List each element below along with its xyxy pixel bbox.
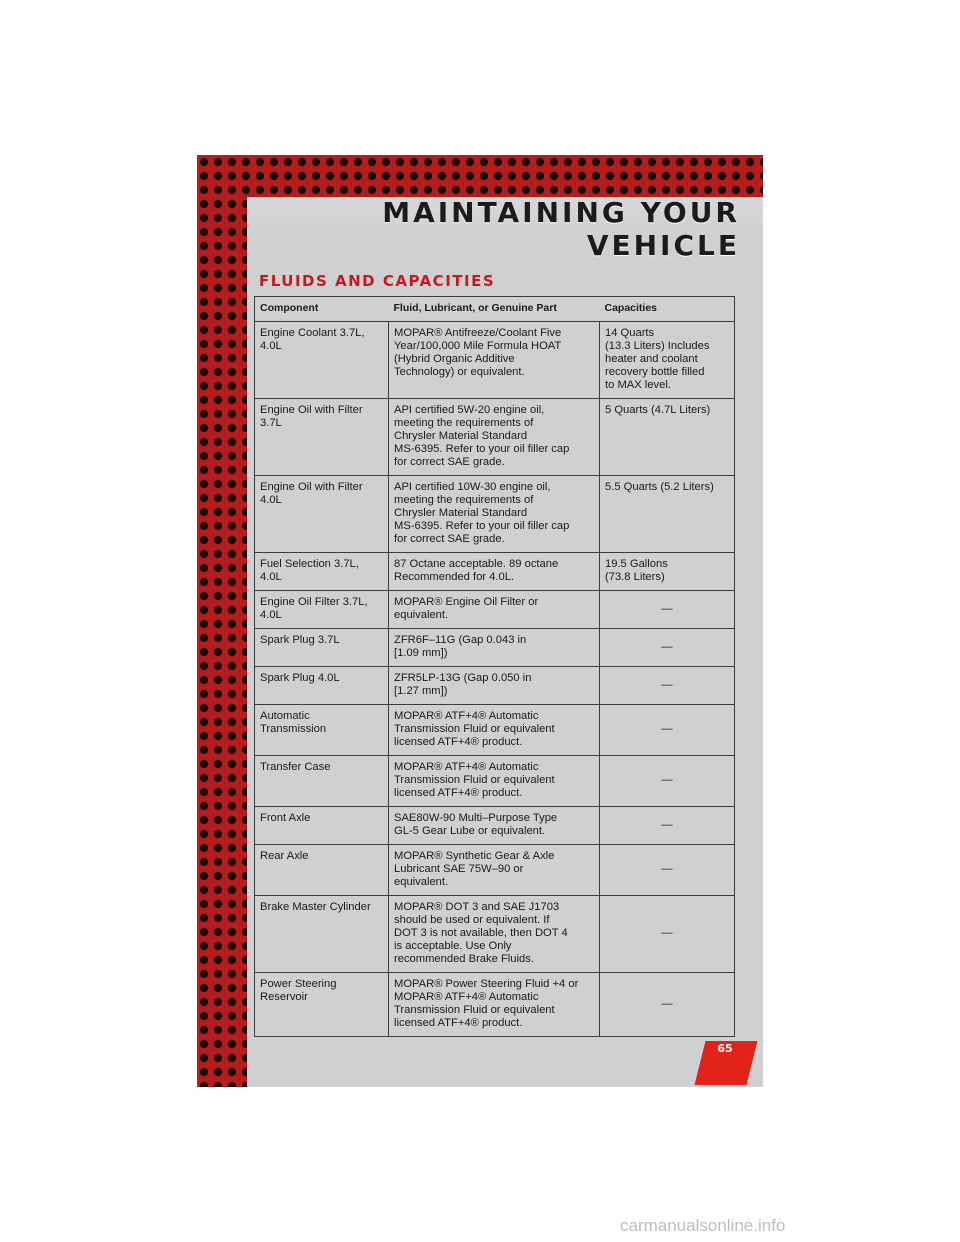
cell-capacity: — — [600, 667, 735, 705]
watermark: carmanualsonline.info — [620, 1216, 786, 1235]
cell-capacity: — — [600, 629, 735, 667]
cell-fluid: ZFR5LP-13G (Gap 0.050 in [1.27 mm]) — [389, 667, 600, 705]
cell-fluid: ZFR6F–11G (Gap 0.043 in [1.09 mm]) — [389, 629, 600, 667]
cell-fluid: 87 Octane acceptable. 89 octane Recommended for 4.0L. — [389, 553, 600, 591]
cell-capacity: — — [600, 845, 735, 896]
cell-component: Fuel Selection 3.7L, 4.0L — [255, 553, 389, 591]
cell-fluid: MOPAR® Power Steering Fluid +4 or MOPAR® ATF+4® Automatic Transmission Fluid or equivalent licensed ATF+4® product. — [389, 973, 600, 1037]
cell-capacity: 5.5 Quarts (5.2 Liters) — [600, 476, 735, 553]
cell-fluid: API certified 10W-30 engine oil, meeting the requirements of Chrysler Material Standard MS-6395. Refer to your oil filler cap for correct SAE grade. — [389, 476, 600, 553]
cell-component: Engine Oil with Filter 3.7L — [255, 399, 389, 476]
table-row — [255, 476, 735, 553]
cell-component: Engine Coolant 3.7L, 4.0L — [255, 322, 389, 399]
cell-capacity: — — [600, 896, 735, 973]
cell-capacity: — — [600, 756, 735, 807]
table-row — [255, 591, 735, 629]
cell-fluid: API certified 5W-20 engine oil, meeting the requirements of Chrysler Material Standard MS-6395. Refer to your oil filler cap for correct SAE grade. — [389, 399, 600, 476]
table-row — [255, 756, 735, 807]
cell-fluid: SAE80W-90 Multi–Purpose Type GL-5 Gear Lube or equivalent. — [389, 807, 600, 845]
cell-capacity: 14 Quarts (13.3 Liters) Includes heater and coolant recovery bottle filled to MAX level. — [600, 322, 735, 399]
cell-component: Engine Oil Filter 3.7L, 4.0L — [255, 591, 389, 629]
cell-component: Engine Oil with Filter 4.0L — [255, 476, 389, 553]
table-row — [255, 807, 735, 845]
table-row — [255, 322, 735, 399]
table-row — [255, 667, 735, 705]
page-header-title: MAINTAINING YOUR VEHICLE — [382, 196, 740, 262]
cell-fluid: MOPAR® ATF+4® Automatic Transmission Fluid or equivalent licensed ATF+4® product. — [389, 705, 600, 756]
cell-capacity: — — [600, 705, 735, 756]
cell-component: Automatic Transmission — [255, 705, 389, 756]
cell-capacity: — — [600, 807, 735, 845]
column-header-fluid: Fluid, Lubricant, or Genuine Part — [389, 297, 600, 322]
cell-fluid: MOPAR® Antifreeze/Coolant Five Year/100,000 Mile Formula HOAT (Hybrid Organic Additive Technology) or equivalent. — [389, 322, 600, 399]
table-header-row — [255, 297, 735, 322]
cell-fluid: MOPAR® DOT 3 and SAE J1703 should be used or equivalent. If DOT 3 is not available, then DOT 4 is acceptable. Use Only recommended Brake Fluids. — [389, 896, 600, 973]
column-header-capacities: Capacities — [600, 297, 735, 322]
page-number: 65 — [717, 1042, 733, 1055]
cell-component: Transfer Case — [255, 756, 389, 807]
table-row — [255, 399, 735, 476]
cell-component: Front Axle — [255, 807, 389, 845]
side-texture — [197, 155, 247, 1087]
cell-capacity: — — [600, 591, 735, 629]
column-header-component: Component — [255, 297, 389, 322]
cell-component: Power Steering Reservoir — [255, 973, 389, 1037]
table-row — [255, 705, 735, 756]
cell-component: Spark Plug 4.0L — [255, 667, 389, 705]
cell-fluid: MOPAR® ATF+4® Automatic Transmission Fluid or equivalent licensed ATF+4® product. — [389, 756, 600, 807]
section-title: FLUIDS AND CAPACITIES — [259, 272, 496, 290]
table-row — [255, 973, 735, 1037]
table-row — [255, 553, 735, 591]
cell-fluid: MOPAR® Engine Oil Filter or equivalent. — [389, 591, 600, 629]
table-row — [255, 845, 735, 896]
cell-component: Spark Plug 3.7L — [255, 629, 389, 667]
cell-capacity: 19.5 Gallons (73.8 Liters) — [600, 553, 735, 591]
cell-fluid: MOPAR® Synthetic Gear & Axle Lubricant SAE 75W–90 or equivalent. — [389, 845, 600, 896]
table-row — [255, 629, 735, 667]
table-row — [255, 896, 735, 973]
cell-capacity: 5 Quarts (4.7L Liters) — [600, 399, 735, 476]
cell-capacity: — — [600, 973, 735, 1037]
cell-component: Rear Axle — [255, 845, 389, 896]
fluids-capacities-table — [254, 296, 735, 1037]
header-texture — [197, 155, 763, 197]
cell-component: Brake Master Cylinder — [255, 896, 389, 973]
